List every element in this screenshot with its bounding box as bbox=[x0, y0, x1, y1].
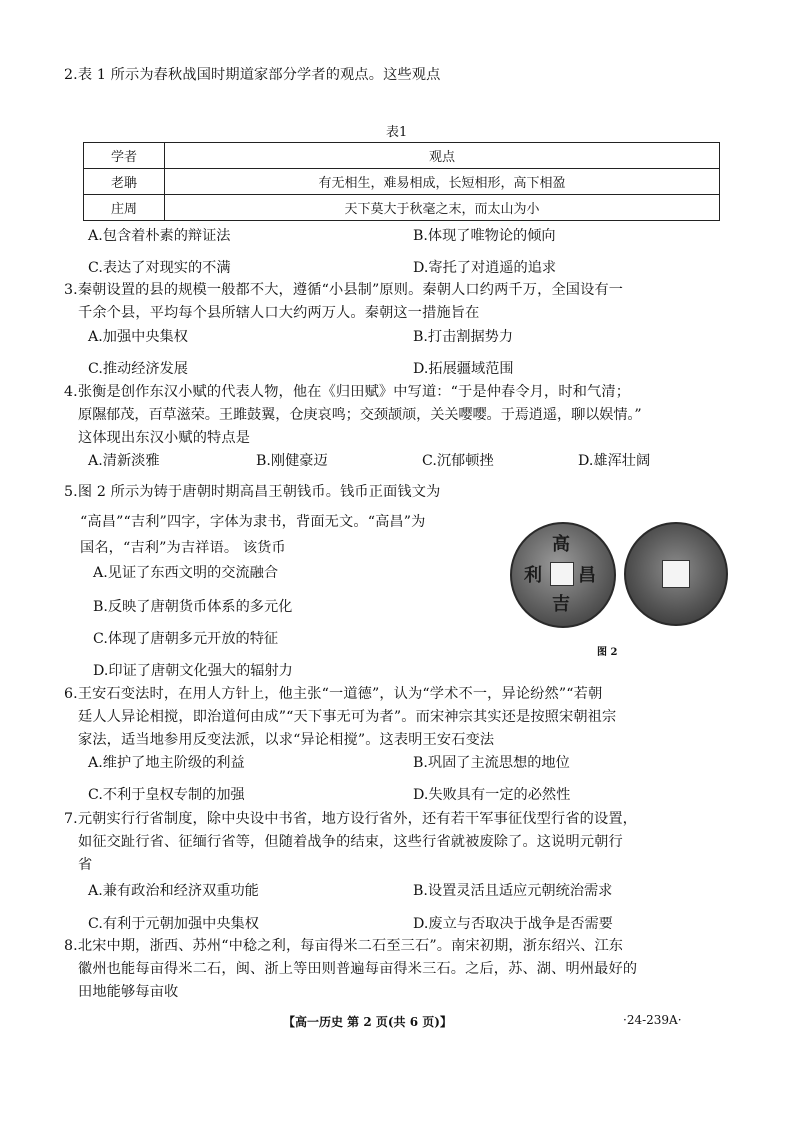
footer-code: ·24-239A· bbox=[623, 1013, 682, 1027]
q6-stem-line: 家法，适当地参用反变法派，以求“异论相搅”。这表明王安石变法 bbox=[78, 732, 495, 748]
q6-option-c: C.不利于皇权专制的加强 bbox=[88, 787, 245, 803]
q4-option-d: D.雄浑壮阔 bbox=[578, 453, 651, 469]
q7-stem-line: 如征交趾行省、征缅行省等，但随着战争的结束，这些行省就被废除了。这说明元朝行 bbox=[78, 834, 623, 850]
q7-option-a: A.兼有政治和经济双重功能 bbox=[88, 883, 259, 899]
q7-option-c: C.有利于元朝加强中央集权 bbox=[88, 916, 259, 932]
table-header-scholar: 学者 bbox=[84, 143, 165, 169]
q8-stem-line: 田地能够每亩收 bbox=[78, 984, 179, 1000]
q5-option-d: D.印证了唐朝文化强大的辐射力 bbox=[93, 663, 293, 679]
q2-option-c: C.表达了对现实的不满 bbox=[88, 260, 231, 276]
q3-stem-line: 3.秦朝设置的县的规模一般都不大，遵循“小县制”原则。秦朝人口约两千万，全国设有一 bbox=[64, 282, 624, 298]
table-row bbox=[84, 195, 720, 221]
q5-stem-line: 国名，“吉利”为吉祥语。 该货币 bbox=[80, 540, 286, 556]
q7-stem-line: 省 bbox=[78, 857, 93, 873]
table-header-row bbox=[84, 143, 720, 169]
q8-stem-line: 徽州也能每亩得米二石，闽、浙上等田则普遍每亩得米三石。之后，苏、湖、明州最好的 bbox=[78, 961, 638, 977]
table-cell-scholar: 庄周 bbox=[84, 195, 165, 221]
table-cell-view: 天下莫大于秋毫之末，而太山为小 bbox=[165, 195, 720, 221]
coin-square-hole bbox=[662, 560, 690, 588]
coin-char-bottom: 吉 bbox=[552, 594, 570, 615]
q5-stem-line: “高昌”“吉利”四字，字体为隶书，背面无文。“高昌”为 bbox=[80, 514, 426, 530]
q5-stem-line: 5.图 2 所示为铸于唐朝时期高昌王朝钱币。钱币正面钱文为 bbox=[64, 484, 441, 500]
q6-stem-line: 6.王安石变法时，在用人方针上，他主张“一道德”，认为“学术不一，异论纷然”“若朝 bbox=[64, 686, 603, 702]
q5-option-c: C.体现了唐朝多元开放的特征 bbox=[93, 631, 279, 647]
q4-stem-line: 这体现出东汉小赋的特点是 bbox=[78, 430, 251, 446]
q7-option-d: D.废立与否取决于战争是否需要 bbox=[413, 916, 613, 932]
q2-stem: 2.表 1 所示为春秋战国时期道家部分学者的观点。这些观点 bbox=[64, 67, 441, 83]
q3-option-c: C.推动经济发展 bbox=[88, 361, 188, 377]
table-header-view: 观点 bbox=[165, 143, 720, 169]
coin-char-right: 昌 bbox=[578, 565, 596, 586]
footer-page-label: 【高一历史 第 2 页(共 6 页)】 bbox=[283, 1015, 452, 1029]
coin-front-image bbox=[510, 522, 616, 628]
coin-char-top: 高 bbox=[552, 534, 570, 555]
q4-stem-line: 原隰郁茂，百草滋荣。王雎鼓翼，仓庚哀鸣；交颈颉颃，关关嘤嘤。于焉逍遥，聊以娱情。” bbox=[78, 407, 642, 423]
table-caption: 表1 bbox=[386, 125, 408, 140]
table-cell-view: 有无相生，难易相成，长短相形，高下相盈 bbox=[165, 169, 720, 195]
q4-option-a: A.清新淡雅 bbox=[88, 453, 160, 469]
q4-option-c: C.沉郁顿挫 bbox=[422, 453, 494, 469]
q5-option-b: B.反映了唐朝货币体系的多元化 bbox=[93, 599, 293, 615]
q5-option-a: A.见证了东西文明的交流融合 bbox=[93, 565, 279, 581]
q2-option-a: A.包含着朴素的辩证法 bbox=[88, 228, 231, 244]
q7-option-b: B.设置灵活且适应元朝统治需求 bbox=[413, 883, 613, 899]
figure-caption: 图 2 bbox=[597, 647, 618, 658]
table-row bbox=[84, 169, 720, 195]
table-cell-scholar: 老聃 bbox=[84, 169, 165, 195]
q6-stem-line: 廷人人异论相搅，即治道何由成”“天下事无可为者”。而宋神宗其实还是按照宋朝祖宗 bbox=[78, 709, 617, 725]
coin-char-left: 利 bbox=[524, 565, 542, 586]
q3-option-a: A.加强中央集权 bbox=[88, 329, 188, 345]
q3-option-d: D.拓展疆域范围 bbox=[413, 361, 514, 377]
q2-option-b: B.体现了唯物论的倾向 bbox=[413, 228, 556, 244]
q8-stem-line: 8.北宋中期，浙西、苏州“中稔之利，每亩得米二石至三石”。南宋初期，浙东绍兴、江东 bbox=[64, 938, 624, 954]
coin-square-hole bbox=[550, 562, 574, 586]
q3-option-b: B.打击割据势力 bbox=[413, 329, 514, 345]
q6-option-a: A.维护了地主阶级的利益 bbox=[88, 755, 245, 771]
q4-stem-line: 4.张衡是创作东汉小赋的代表人物，他在《归田赋》中写道：“于是仲春令月，时和气清； bbox=[64, 384, 631, 400]
q6-option-d: D.失败具有一定的必然性 bbox=[413, 787, 571, 803]
coin-back-image bbox=[624, 522, 728, 626]
q6-option-b: B.巩固了主流思想的地位 bbox=[413, 755, 570, 771]
q3-stem-line: 千余个县，平均每个县所辖人口大约两万人。秦朝这一措施旨在 bbox=[78, 305, 480, 321]
q7-stem-line: 7.元朝实行行省制度，除中央设中书省，地方设行省外，还有若干军事征伐型行省的设置， bbox=[64, 811, 638, 827]
table-1 bbox=[83, 142, 720, 221]
q4-option-b: B.刚健豪迈 bbox=[256, 453, 328, 469]
q2-option-d: D.寄托了对逍遥的追求 bbox=[413, 260, 557, 276]
